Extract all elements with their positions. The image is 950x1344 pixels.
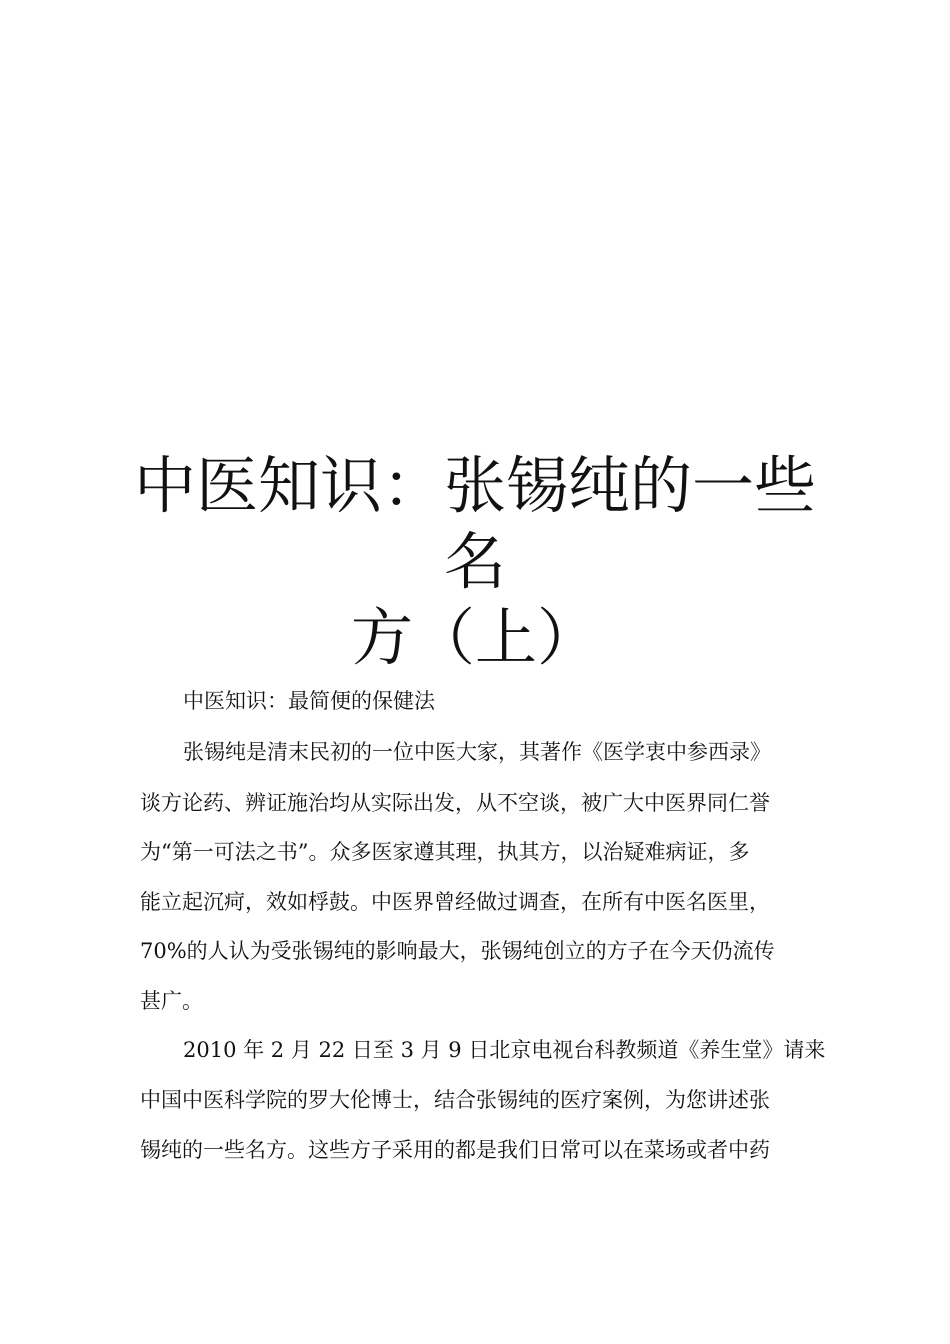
- document-title-line-1: 中医知识：张锡纯的一些: [133, 449, 816, 522]
- paragraph-2-line-1: 2010 年 2 月 22 日至 3 月 9 日北京电视台科教频道《养生堂》请来: [183, 1038, 826, 1062]
- paragraph-1-line-6: 甚广。: [140, 989, 203, 1013]
- paragraph-1-line-2: 谈方论药、辨证施治均从实际出发，从不空谈，被广大中医界同仁誉: [140, 791, 770, 815]
- paragraph-1-line-4: 能立起沉疴，效如桴鼓。中医界曾经做过调查，在所有中医名医里，: [140, 890, 770, 914]
- paragraph-1-line-3: 为“第一可法之书”。众多医家遵其理，执其方，以治疑难病证，多: [140, 840, 750, 864]
- paragraph-2-line-3: 锡纯的一些名方。这些方子采用的都是我们日常可以在菜场或者中药: [140, 1138, 770, 1162]
- paragraph-2-line-2: 中国中医科学院的罗大伦博士，结合张锡纯的医疗案例，为您讲述张: [140, 1088, 770, 1112]
- subtitle: 中医知识：最简便的保健法: [183, 689, 435, 713]
- document-title-line-3: 方（上）: [350, 601, 599, 674]
- paragraph-1-line-5: 70%的人认为受张锡纯的影响最大，张锡纯创立的方子在今天仍流传: [140, 939, 775, 963]
- document-title-line-2: 名: [443, 525, 506, 598]
- paragraph-1-line-1: 张锡纯是清末民初的一位中医大家，其著作《医学衷中参西录》: [183, 740, 771, 764]
